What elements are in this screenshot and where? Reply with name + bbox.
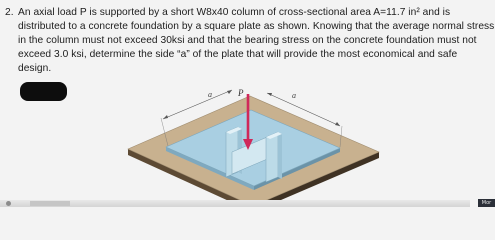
dimension-label-left: a: [208, 90, 212, 99]
problem-line-3: in the column must not exceed 30ksi and that the bearing stress on the concrete foundation must not: [18, 35, 477, 46]
dimension-label-right: a: [292, 91, 296, 100]
redaction-mark: [20, 82, 67, 101]
taskbar-circle-icon[interactable]: [6, 201, 11, 206]
problem-line-1: An axial load P is supported by a short W8x40 column of cross-sectional area A=11.7 in² and is: [18, 7, 451, 18]
problem-line-2: distributed to a concrete foundation by a square plate as shown. Knowing that the average normal stress: [18, 21, 495, 32]
taskbar-strip: [0, 200, 470, 207]
column-plate-figure: [126, 86, 382, 207]
problem-line-5: design.: [18, 63, 52, 74]
taskbar-field[interactable]: [30, 201, 70, 206]
more-button[interactable]: Mor: [478, 199, 495, 207]
problem-number: 2.: [5, 7, 14, 18]
problem-line-4: exceed 3.0 ksi, determine the side “a” of the plate that will provide the most economical and safe: [18, 49, 458, 60]
load-label: P: [238, 88, 244, 98]
